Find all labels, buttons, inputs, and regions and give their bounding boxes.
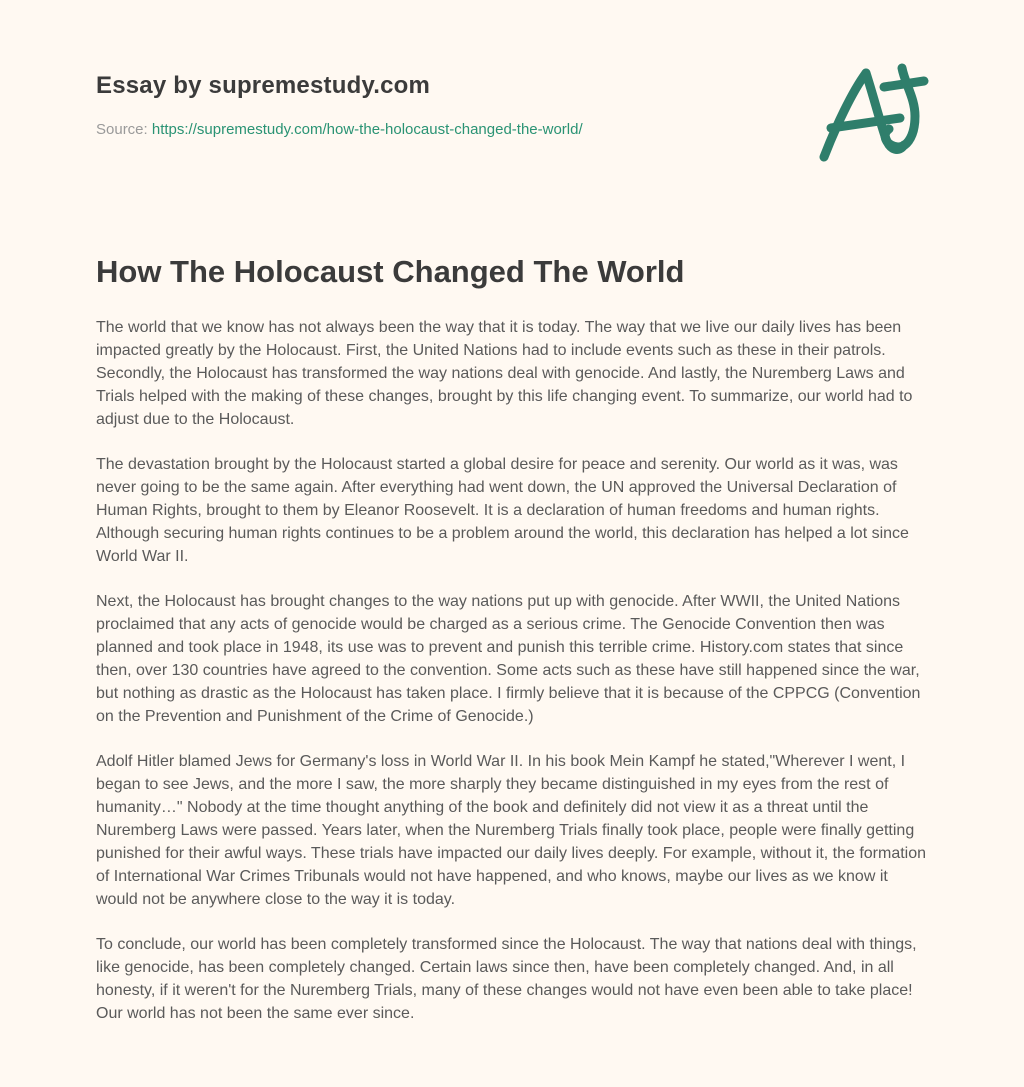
essay-paragraph: Adolf Hitler blamed Jews for Germany's loss in World War II. In his book Mein Kampf he stated,"Wherever I went, I began to see Jews, and the more I saw, the more sharply they became distinguished in my eyes from the rest of humanity…" Nobody at the time thought anything of the book and definitely did not view it as a threat until the Nuremberg Laws were passed. Years later, when the Nuremberg Trials finally took place, people were finally getting punished for their awful ways. These trials have impacted our daily lives deeply. For example, without it, the formation of International War Crimes Tribunals would not have happened, and who knows, maybe our lives as we know it would not be anywhere close to the way it is today. (96, 753, 927, 908)
source-line (96, 120, 928, 140)
essay-paragraph: The world that we know has not always been the way that it is today. The way that we live our daily lives has been impacted greatly by the Holocaust. First, the United Nations had to include events such as these in their patrols. Secondly, the Holocaust has transformed the way nations deal with genocide. And lastly, the Nuremberg Laws and Trials helped with the making of these changes, brought by this life changing event. To summarize, our world had to adjust due to the Holocaust. (96, 319, 913, 428)
essay-paragraph: The devastation brought by the Holocaust started a global desire for peace and serenity. Our world as it was, was never going to be the same again. After everything had went down, the UN approved the Universal Declaration of Human Rights, brought to them by Eleanor Roosevelt. It is a declaration of human freedoms and human rights. Although securing human rights continues to be a problem around the world, this declaration has helped a lot since World War II. (96, 456, 909, 565)
essay-title: How The Holocaust Changed The World (96, 254, 685, 289)
essay-paragraph: To conclude, our world has been completely transformed since the Holocaust. The way that nations deal with things, like genocide, has been completely changed. Certain laws since then, have been completely changed. And, in all honesty, if it weren't for the Nuremberg Trials, many of these changes would not have even been able to take place! Our world has not been the same ever since. (96, 936, 917, 1022)
essay-paragraph: Next, the Holocaust has brought changes to the way nations put up with genocide. After WWII, the United Nations proclaimed that any acts of genocide would be charged as a serious crime. The Genocide Convention then was planned and took place in 1948, its use was to prevent and punish this terrible crime. History.com states that since then, over 130 countries have agreed to the convention. Some acts such as these have still happened since the war, but nothing as drastic as the Holocaust has taken place. I firmly believe that it is because of the CPPCG (Convention on the Prevention and Punishment of the Crime of Genocide.) (96, 593, 921, 725)
source-label: Source: (96, 121, 148, 138)
source-link[interactable]: https://supremestudy.com/how-the-holocaust-changed-the-world/ (151, 121, 583, 138)
essay-byline: Essay by supremestudy.com (96, 72, 431, 99)
essay-body (96, 316, 928, 1025)
a-plus-logo-icon (818, 58, 938, 170)
